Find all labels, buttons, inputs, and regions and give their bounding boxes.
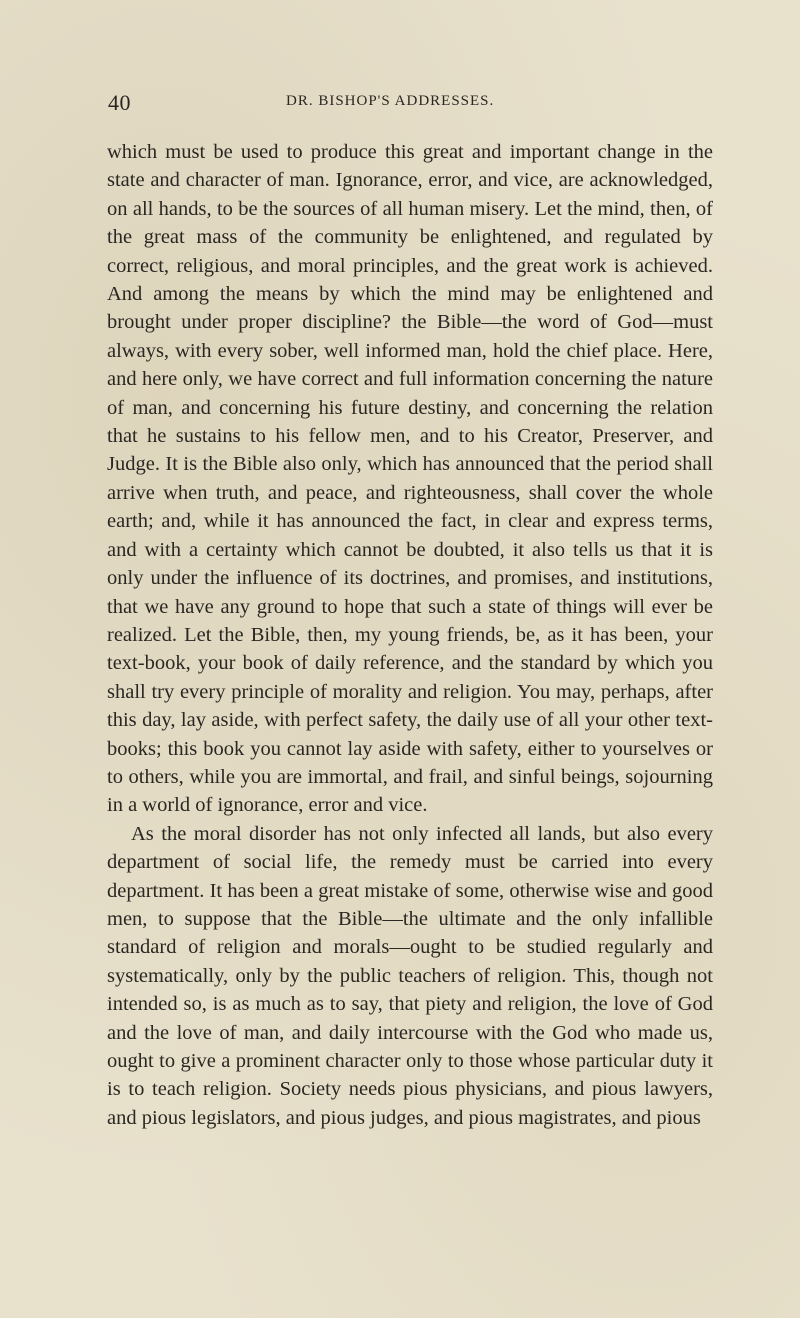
body-text	[107, 138, 713, 1132]
page-number: 40	[108, 90, 131, 115]
paragraph-2: As the moral disorder has not only infected all lands, but also every department of social life, the remedy must be carried into every department. It has been a great mistake of some, otherwise wise and good men, to suppose that the Bible—the ultimate and the only infallible standard of religion and morals—ought to be studied regularly and systematically, only by the public teachers of religion. This, though not intended so, is as much as to say, that piety and religion, the love of God and the love of man, and daily intercourse with the God who made us, ought to give a prominent character only to those whose particular duty it is to teach religion. Society needs pious physicians, and pious lawyers, and pious legislators, and pious judges, and pious magistrates, and pious	[107, 822, 713, 1129]
paragraph-1: which must be used to produce this great and important change in the state and character of man. Ignorance, error, and vice, are acknowledged, on all hands, to be the sources of all human misery. Let the mind, then, of the great mass of the community be enlightened, and regulated by correct, religious, and moral principles, and the great work is achieved. And among the means by which the mind may be enlightened and brought under proper discipline? the Bible—the word of God—must always, with every sober, well informed man, hold the chief place. Here, and here only, we have correct and full information concerning the nature of man, and concerning his future destiny, and concerning the relation that he sustains to his fellow men, and to his Creator, Preserver, and Judge. It is the Bible also only, which has announced that the period shall arrive when truth, and peace, and righteousness, shall cover the whole earth; and, while it has announced the fact, in clear and express terms, and with a certainty which cannot be doubted, it also tells us that it is only under the influence of its doctrines, and promises, and institutions, that we have any ground to hope that such a state of things will ever be realized. Let the Bible, then, my young friends, be, as it has been, your text-book, your book of daily reference, and the standard by which you shall try every principle of morality and religion. You may, perhaps, after this day, lay aside, with perfect safety, the daily use of all your other text-books; this book you cannot lay aside with safety, either to yourselves or to others, while you are immortal, and frail, and sinful beings, sojourning in a world of ignorance, error and vice.	[107, 141, 713, 817]
running-head: DR. BISHOP'S ADDRESSES.	[286, 93, 495, 109]
page-header	[108, 90, 668, 116]
